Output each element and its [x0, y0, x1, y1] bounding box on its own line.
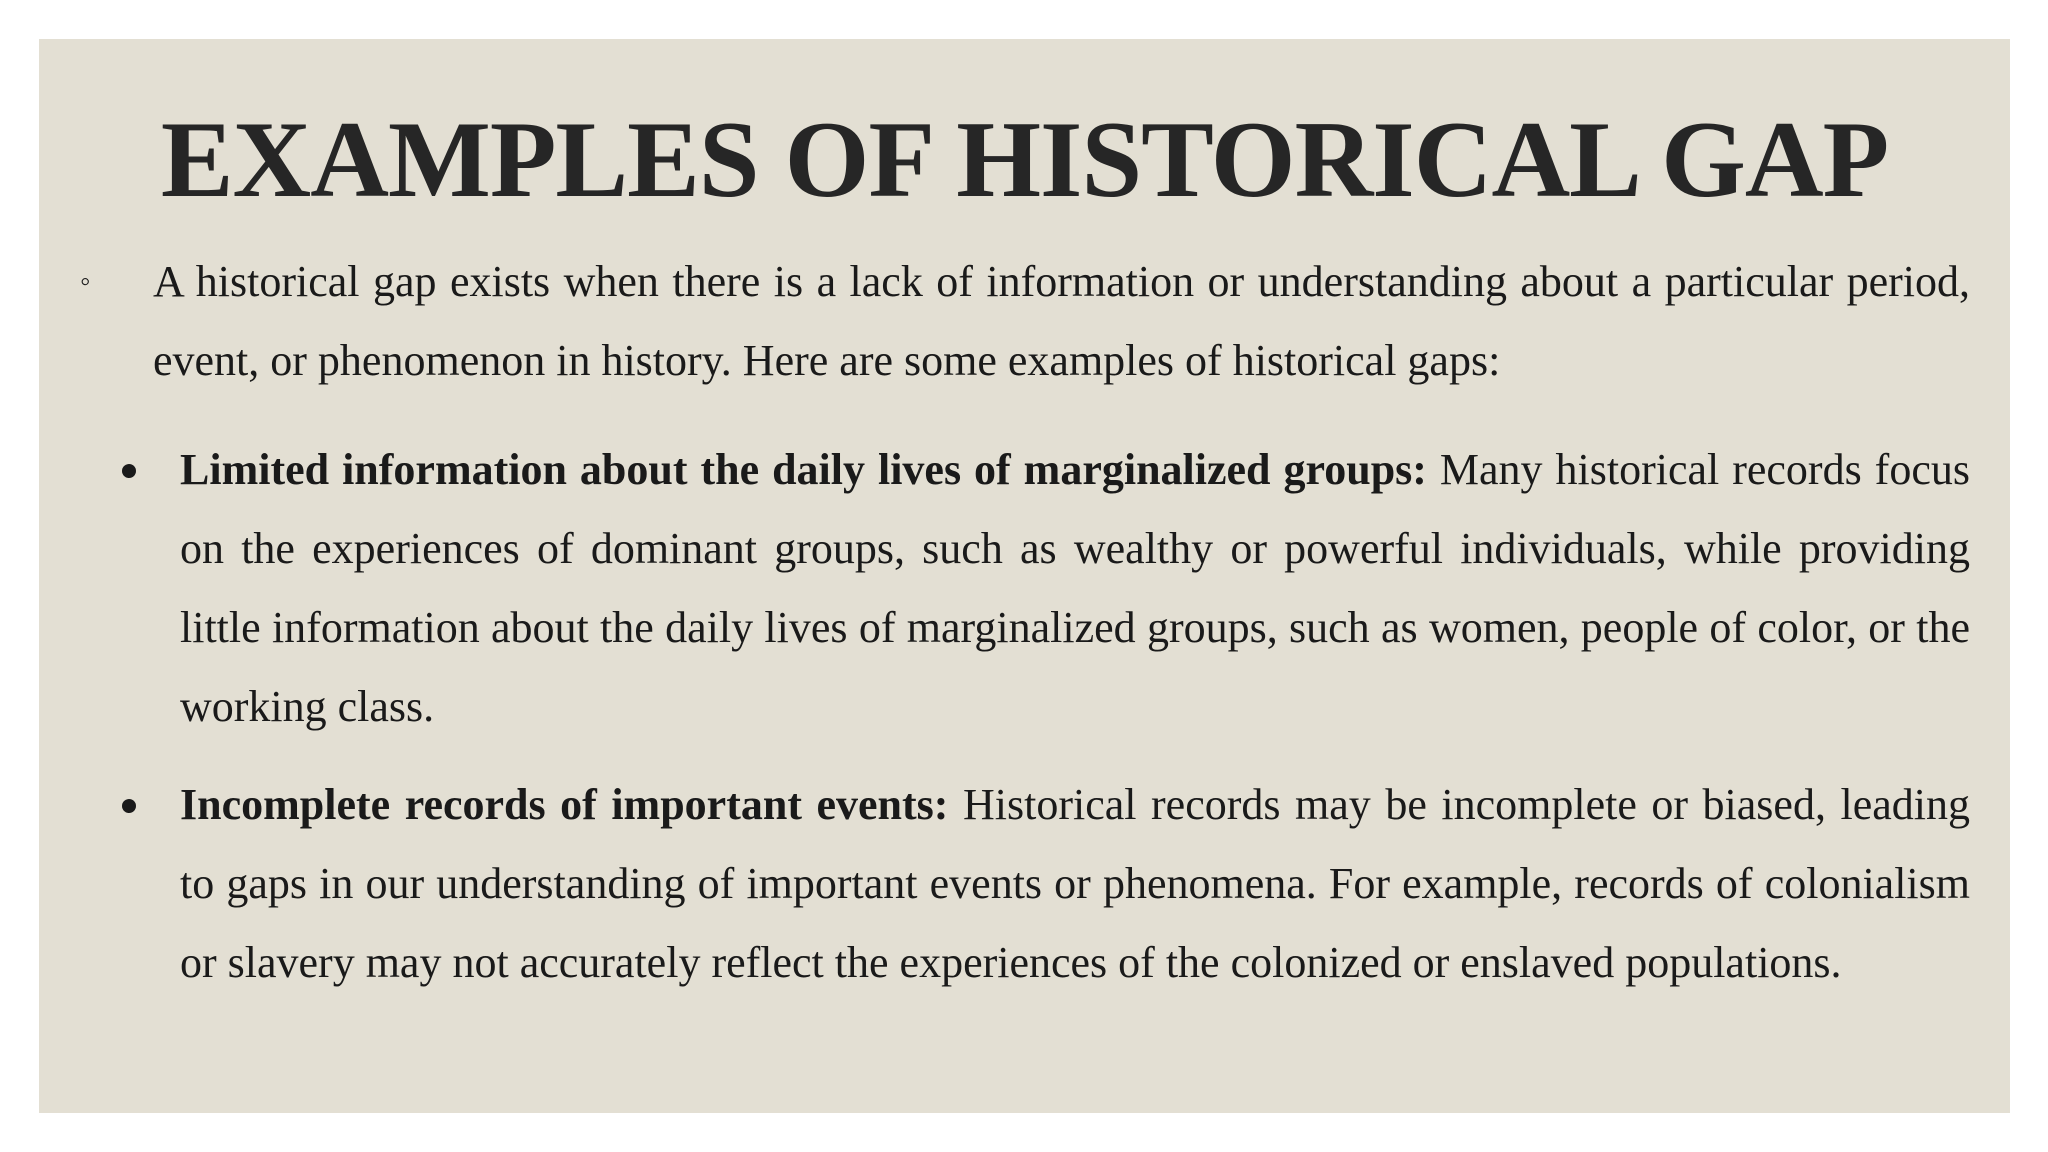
- intro-paragraph: [80, 242, 1970, 400]
- bullet-text: [180, 765, 1970, 1002]
- bullet-item: [80, 765, 1970, 1002]
- slide: [39, 39, 2010, 1113]
- bullet-item: [80, 430, 1970, 746]
- bullet-text: [180, 430, 1970, 746]
- slide-title: EXAMPLES OF HISTORICAL GAP: [160, 99, 1889, 220]
- bullet-body: Historical records may be incomplete or biased, leading to gaps in our understanding of important events or phenomena. For example, records of colonialism or slavery may not accurately reflect the experiences of the colonized or enslaved populations.: [180, 780, 1970, 987]
- bullet-body: Many historical records focus on the experiences of dominant groups, such as wealthy or powerful individuals, while providing little information about the daily lives of marginalized groups, such as women, people of color, or the working class.: [180, 445, 1970, 731]
- bullet-heading: Limited information about the daily lives of marginalized groups:: [180, 445, 1427, 494]
- bullet-dot-icon: [122, 799, 136, 813]
- intro-text: A historical gap exists when there is a lack of information or understanding about a particular period, event, or phenomenon in history. Here are some examples of historical gaps:: [153, 257, 1970, 385]
- bullet-dot-icon: [122, 464, 136, 478]
- hollow-bullet-icon: ◦: [80, 265, 91, 298]
- bullet-heading: Incomplete records of important events:: [180, 780, 949, 829]
